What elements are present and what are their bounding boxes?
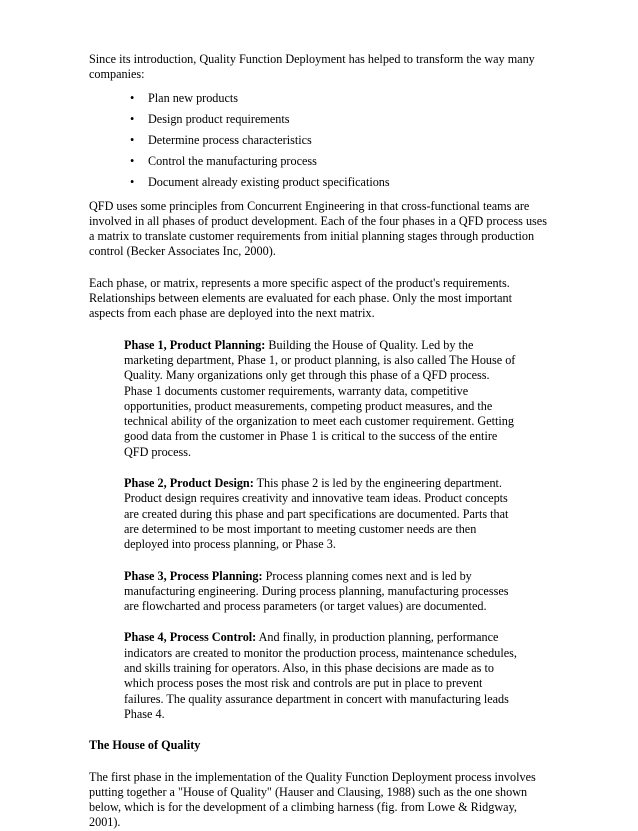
bullet-icon: •	[130, 174, 135, 189]
list-item	[126, 172, 550, 193]
phase-4-title: Phase 4, Process Control:	[124, 630, 257, 645]
phase-3-text: Process planning comes next and is led by manufacturing engineering. During process planning, manufacturing processes are flowcharted and process parameters (or target values) are documented.	[124, 568, 509, 614]
bullet-icon: •	[130, 90, 135, 105]
phase-3-block	[124, 569, 518, 615]
list-item-label: Document already existing product specifications	[148, 174, 390, 189]
bullet-icon: •	[130, 132, 135, 147]
list-item	[126, 88, 550, 109]
list-item-label: Plan new products	[148, 90, 239, 105]
phase-1-block	[124, 338, 518, 460]
intro-text: Since its introduction, Quality Function Deployment has helped to transform the way many companies:	[89, 52, 535, 82]
list-item	[126, 151, 550, 172]
bullet-list	[89, 88, 550, 193]
list-item	[126, 109, 550, 130]
phase-3-title: Phase 3, Process Planning:	[124, 568, 263, 583]
list-item-label: Control the manufacturing process	[148, 153, 317, 168]
paragraph-phase-matrix: Each phase, or matrix, represents a more specific aspect of the product's requirements. Relationships between elements are evaluated for each phase. Only the most important aspects from each phase are deployed into the next matrix.	[89, 275, 513, 321]
paragraph-house-of-quality: The first phase in the implementation of the Quality Function Deployment process involves putting together a "House of Quality" (Hauser and Clausing, 1988) such as the one shown below, which is for the development of a climbing harness (fig. from Lowe & Ridgway, 2001).	[89, 769, 536, 830]
list-item-label: Determine process characteristics	[148, 132, 312, 147]
bullet-icon: •	[130, 111, 135, 126]
list-item	[126, 130, 550, 151]
phase-2-title: Phase 2, Product Design:	[124, 476, 254, 491]
phase-4-text: And finally, in production planning, performance indicators are created to monitor the production process, maintenance schedules, and skills training for operators. Also, in this phase decisions are made as to which process poses the most risk and controls are put in place to prevent failures. The quality assurance department in concert with manufacturing leads Phase 4.	[124, 630, 517, 721]
phase-4-block	[124, 630, 518, 722]
phase-1-title: Phase 1, Product Planning:	[124, 337, 266, 352]
bullet-icon: •	[130, 153, 135, 168]
phase-1-text: Building the House of Quality. Led by the marketing department, Phase 1, or product planning, is also called The House of Quality. Many organizations only get through this phase of a QFD process. Phase 1 documents customer requirements, warranty data, competitive opportunities, product measurements, competing product measures, and the technical ability of the organization to meet each customer requirement. Getting good data from the customer in Phase 1 is critical to the success of the entire QFD process.	[124, 337, 516, 459]
phase-2-text: This phase 2 is led by the engineering department. Product design requires creativity and innovative team ideas. Product concepts are created during this phase and part specifications are documented. Parts that are determined to be most important to meeting customer needs are then deployed into process planning, or Phase 3.	[124, 476, 509, 552]
list-item-label: Design product requirements	[148, 111, 290, 126]
section-heading: The House of Quality	[89, 738, 201, 753]
phase-2-block	[124, 476, 518, 552]
paragraph-qfd-principles: QFD uses some principles from Concurrent Engineering in that cross-functional teams are involved in all phases of product development. Each of the four phases in a QFD process uses a matrix to translate customer requirements from initial planning stages through production control (Becker Associates Inc, 2000).	[89, 198, 547, 259]
